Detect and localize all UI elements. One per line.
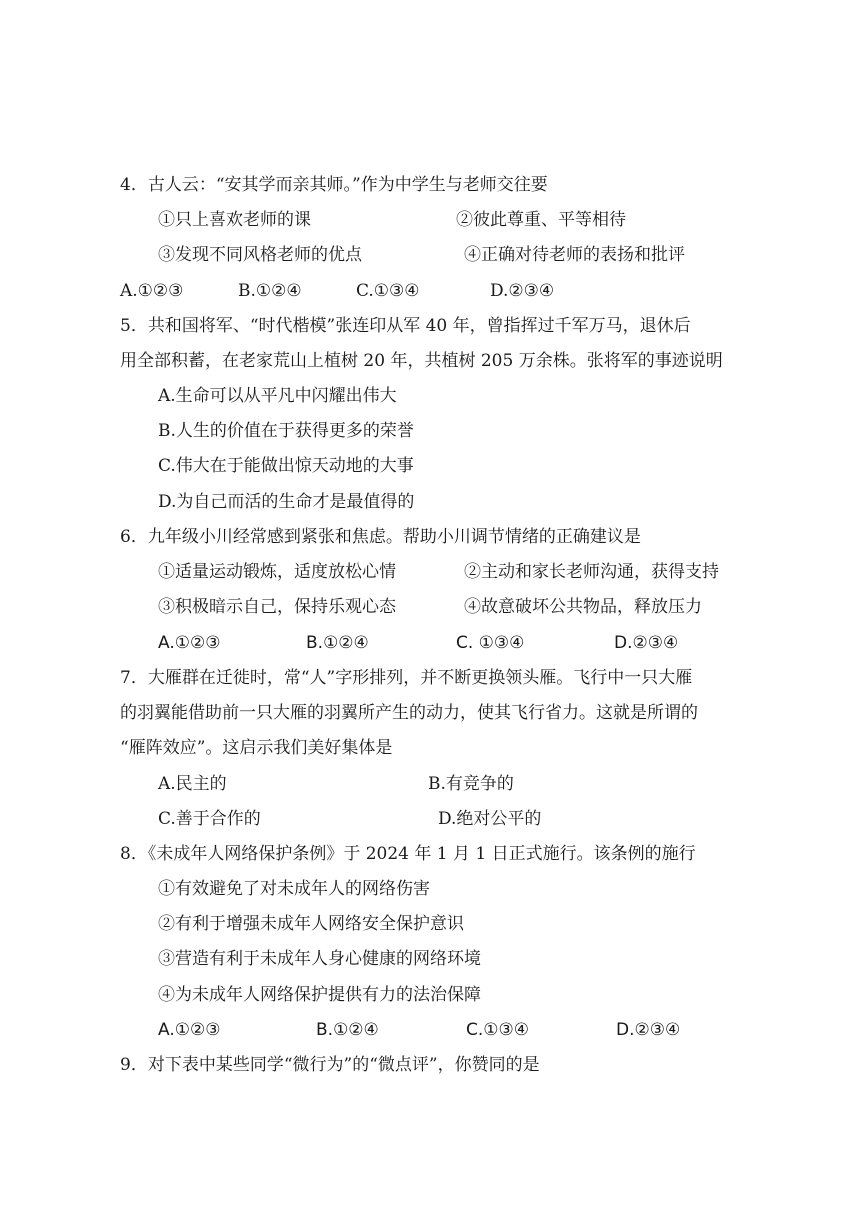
q6-option-a: A.①②③ (158, 633, 221, 653)
q6-option-d: D.②③④ (614, 633, 679, 653)
q6-statement-4: ④故意破坏公共物品，释放压力 (464, 597, 702, 617)
q4-statement-4: ④正确对待老师的表扬和批评 (464, 245, 685, 265)
q4-option-b: B.①②④ (238, 281, 302, 301)
question-6-stem: 6．九年级小川经常感到紧张和焦虑。帮助小川调节情绪的正确建议是 (120, 527, 641, 547)
q7-option-b: B.有竞争的 (428, 774, 514, 794)
q6-statement-1: ①适量运动锻炼，适度放松心情 (158, 562, 396, 582)
q8-statement-2: ②有利于增强未成年人网络安全保护意识 (158, 914, 464, 934)
q4-statement-1: ①只上喜欢老师的课 (158, 210, 311, 230)
q8-option-d: D.②③④ (616, 1020, 681, 1040)
q6-option-b: B.①②④ (306, 633, 369, 653)
question-5-stem-line-1: 5．共和国将军、“时代楷模”张连印从军 40 年，曾指挥过千军万马，退休后 (120, 316, 691, 336)
q8-statement-4: ④为未成年人网络保护提供有力的法治保障 (158, 985, 481, 1005)
question-5-stem-line-2: 用全部积蓄，在老家荒山上植树 20 年，共植树 205 万余株。张将军的事迹说明 (120, 351, 723, 371)
q5-option-d: D.为自己而活的生命才是最值得的 (158, 492, 415, 512)
q6-statement-2: ②主动和家长老师沟通，获得支持 (464, 562, 719, 582)
q8-option-b: B.①②④ (316, 1020, 379, 1040)
question-7-stem-line-1: 7．大雁群在迁徙时，常“人”字形排列，并不断更换领头雁。飞行中一只大雁 (120, 668, 693, 688)
q4-option-d: D.②③④ (490, 281, 555, 301)
q4-option-c: C.①③④ (356, 281, 420, 301)
question-7-stem-line-2: 的羽翼能借助前一只大雁的羽翼所产生的动力，使其飞行省力。这就是所谓的 (120, 703, 698, 723)
q5-option-b: B.人生的价值在于获得更多的荣誉 (158, 421, 414, 441)
question-7-stem-line-3: “雁阵效应”。这启示我们美好集体是 (120, 738, 393, 758)
q6-statement-3: ③积极暗示自己，保持乐观心态 (158, 597, 396, 617)
q5-option-c: C.伟大在于能做出惊天动地的大事 (158, 456, 414, 476)
q7-option-d: D.绝对公平的 (438, 809, 542, 829)
q8-option-c: C.①③④ (466, 1020, 529, 1040)
question-8-stem: 8．《未成年人网络保护条例》于 2024 年 1 月 1 日正式施行。该条例的施行 (120, 844, 696, 864)
q8-statement-3: ③营造有利于未成年人身心健康的网络环境 (158, 949, 481, 969)
q6-option-c: C. ①③④ (456, 633, 525, 653)
q4-option-a: A.①②③ (120, 281, 184, 301)
q4-statement-3: ③发现不同风格老师的优点 (158, 245, 362, 265)
question-9-stem: 9．对下表中某些同学“微行为”的“微点评”，你赞同的是 (120, 1055, 540, 1075)
q5-option-a: A.生命可以从平凡中闪耀出伟大 (158, 386, 397, 406)
question-4-stem: 4．古人云：“安其学而亲其师。”作为中学生与老师交往要 (120, 175, 548, 195)
q7-option-a: A.民主的 (158, 774, 227, 794)
q7-option-c: C.善于合作的 (158, 809, 261, 829)
q4-statement-2: ②彼此尊重、平等相待 (456, 210, 626, 230)
q8-statement-1: ①有效避免了对未成年人的网络伤害 (158, 879, 430, 899)
q8-option-a: A.①②③ (158, 1020, 221, 1040)
